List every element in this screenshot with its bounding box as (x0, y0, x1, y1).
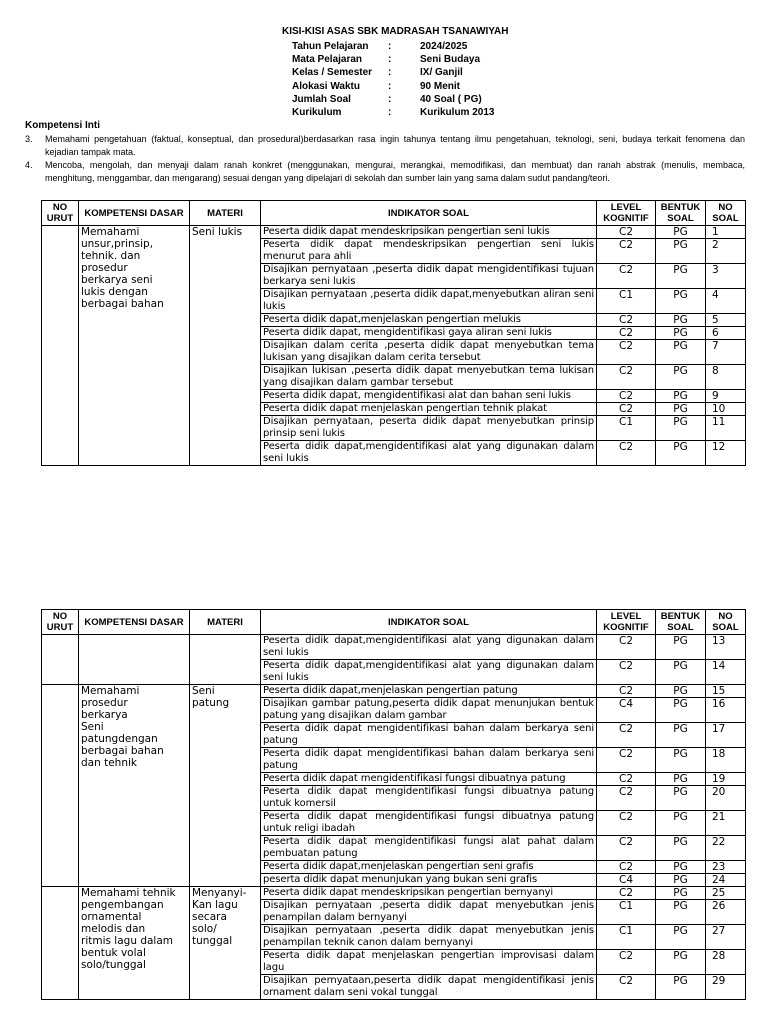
no-soal-cell: 9 (706, 390, 746, 403)
bentuk-soal-cell: PG (656, 861, 706, 874)
level-kognitif-cell: C2 (597, 635, 656, 660)
level-kognitif-cell: C1 (597, 289, 656, 314)
bentuk-soal-cell: PG (656, 723, 706, 748)
kompetensi-dasar-cell: Memahami tehnik pengembangan ornamental melodis dan ritmis lagu dalam bentuk volal solo/tunggal (79, 887, 190, 1000)
level-kognitif-cell: C4 (597, 698, 656, 723)
level-kognitif-cell: C2 (597, 660, 656, 685)
meta-colon: : (388, 54, 392, 66)
indikator-soal-cell: Peserta didik dapat, mengidentifikasi alat dan bahan seni lukis (261, 390, 597, 403)
no-soal-cell: 21 (706, 811, 746, 836)
level-kognitif-cell: C2 (597, 239, 656, 264)
no-urut-cell (42, 685, 79, 887)
level-kognitif-cell: C2 (597, 340, 656, 365)
no-soal-cell: 6 (706, 327, 746, 340)
kompetensi-inti-heading: Kompetensi Inti (25, 120, 101, 131)
kompetensi-dasar-cell: Memahami unsur,prinsip, tehnik. dan prosedur berkarya seni lukis dengan berbagai bahan (79, 226, 190, 466)
table-row (42, 226, 746, 239)
meta-row (292, 53, 494, 66)
header-no-soal: NO SOAL (706, 610, 746, 635)
level-kognitif-cell: C2 (597, 811, 656, 836)
meta-key: Jumlah Soal (292, 93, 351, 105)
bentuk-soal-cell: PG (656, 786, 706, 811)
bentuk-soal-cell: PG (656, 925, 706, 950)
indikator-soal-cell: Peserta didik dapat,menjelaskan pengertian melukis (261, 314, 597, 327)
meta-value: Kurikulum 2013 (420, 106, 495, 118)
materi-cell (190, 635, 261, 685)
indikator-soal-cell: Peserta didik dapat mengidentifikasi bahan dalam berkarya seni patung (261, 748, 597, 773)
meta-value: IX/ Ganjil (420, 67, 463, 79)
level-kognitif-cell: C2 (597, 975, 656, 1000)
indikator-soal-cell: Peserta didik dapat mengidentifikasi fungsi dibuatnya patung untuk religi ibadah (261, 811, 597, 836)
level-kognitif-cell: C1 (597, 925, 656, 950)
level-kognitif-cell: C2 (597, 365, 656, 390)
level-kognitif-cell: C1 (597, 900, 656, 925)
meta-row (292, 106, 494, 119)
bentuk-soal-cell: PG (656, 874, 706, 887)
table-header-row (42, 201, 746, 226)
bentuk-soal-cell: PG (656, 887, 706, 900)
materi-cell: Menyanyi- Kan lagu secara solo/ tunggal (190, 887, 261, 1000)
meta-key: Kurikulum (292, 106, 342, 118)
header-indikator-soal: INDIKATOR SOAL (261, 610, 597, 635)
level-kognitif-cell: C2 (597, 226, 656, 239)
no-soal-cell: 19 (706, 773, 746, 786)
bentuk-soal-cell: PG (656, 836, 706, 861)
no-soal-cell: 10 (706, 403, 746, 416)
indikator-soal-cell: Peserta didik dapat mengidentifikasi fungsi alat pahat dalam pembuatan patung (261, 836, 597, 861)
header-bentuk-soal: BENTUK SOAL (656, 610, 706, 635)
kompetensi-dasar-cell (79, 635, 190, 685)
indikator-soal-cell: peserta didik dapat menunjukan yang bukan seni grafis (261, 874, 597, 887)
meta-row (292, 40, 494, 53)
item-number: 3. (25, 134, 33, 144)
bentuk-soal-cell: PG (656, 403, 706, 416)
indikator-soal-cell: Peserta didik dapat mengidentifikasi fungsi dibuatnya patung (261, 773, 597, 786)
indikator-soal-cell: Peserta didik dapat,menjelaskan pengertian seni grafis (261, 861, 597, 874)
level-kognitif-cell: C2 (597, 950, 656, 975)
level-kognitif-cell: C2 (597, 685, 656, 698)
meta-value: Seni Budaya (420, 54, 481, 66)
exam-meta (292, 40, 494, 119)
indikator-soal-cell: Peserta didik dapat mendeskripsikan pengertian bernyanyi (261, 887, 597, 900)
meta-value: 40 Soal ( PG) (420, 93, 482, 105)
kompetensi-inti-list (25, 133, 745, 185)
bentuk-soal-cell: PG (656, 685, 706, 698)
bentuk-soal-cell: PG (656, 950, 706, 975)
indikator-soal-cell: Peserta didik dapat,mengidentifikasi alat yang digunakan dalam seni lukis (261, 441, 597, 466)
meta-colon: : (388, 67, 392, 79)
no-soal-cell: 5 (706, 314, 746, 327)
no-soal-cell: 4 (706, 289, 746, 314)
no-soal-cell: 2 (706, 239, 746, 264)
bentuk-soal-cell: PG (656, 773, 706, 786)
table-header-row (42, 610, 746, 635)
meta-colon: : (388, 93, 392, 105)
header-indikator-soal: INDIKATOR SOAL (261, 201, 597, 226)
header-materi: MATERI (190, 201, 261, 226)
header-kompetensi-dasar: KOMPETENSI DASAR (79, 610, 190, 635)
indikator-soal-cell: Disajikan pernyataan,peserta didik dapat mengidentifikasi jenis ornament dalam seni vokal tunggal (261, 975, 597, 1000)
document-title: KISI-KISI ASAS SBK MADRASAH TSANAWIYAH (282, 26, 509, 37)
materi-cell: Seni lukis (190, 226, 261, 466)
list-item (25, 159, 745, 184)
kompetensi-dasar-cell: Memahami prosedur berkarya Seni patungdengan berbagai bahan dan tehnik (79, 685, 190, 887)
bentuk-soal-cell: PG (656, 441, 706, 466)
level-kognitif-cell: C2 (597, 723, 656, 748)
indikator-soal-cell: Disajikan pernyataan ,peserta didik dapat menyebutkan jenis penampilan dalam bernyanyi (261, 900, 597, 925)
level-kognitif-cell: C2 (597, 887, 656, 900)
indikator-soal-cell: Peserta didik dapat mengidentifikasi fungsi dibuatnya patung untuk komersil (261, 786, 597, 811)
level-kognitif-cell: C2 (597, 748, 656, 773)
no-soal-cell: 7 (706, 340, 746, 365)
bentuk-soal-cell: PG (656, 340, 706, 365)
meta-value: 2024/2025 (420, 41, 468, 52)
level-kognitif-cell: C1 (597, 416, 656, 441)
indikator-soal-cell: Disajikan pernyataan ,peserta didik dapat mengidentifikasi tujuan berkarya seni lukis (261, 264, 597, 289)
bentuk-soal-cell: PG (656, 748, 706, 773)
list-item (25, 133, 745, 158)
table-row (42, 685, 746, 698)
indikator-soal-cell: Peserta didik dapat,mengidentifikasi alat yang digunakan dalam seni lukis (261, 660, 597, 685)
level-kognitif-cell: C2 (597, 786, 656, 811)
indikator-soal-cell: Peserta didik dapat mendeskripsikan pengertian seni lukis menurut para ahli (261, 239, 597, 264)
no-soal-cell: 18 (706, 748, 746, 773)
bentuk-soal-cell: PG (656, 811, 706, 836)
level-kognitif-cell: C2 (597, 836, 656, 861)
level-kognitif-cell: C2 (597, 861, 656, 874)
header-no-urut: NO URUT (42, 610, 79, 635)
header-level-kognitif: LEVEL KOGNITIF (597, 610, 656, 635)
kisi-kisi-table-2 (41, 609, 746, 1000)
bentuk-soal-cell: PG (656, 975, 706, 1000)
bentuk-soal-cell: PG (656, 239, 706, 264)
indikator-soal-cell: Disajikan pernyataan ,peserta didik dapat menyebutkan jenis penampilan teknik canon dalam bernyanyi (261, 925, 597, 950)
meta-colon: : (388, 106, 392, 118)
no-soal-cell: 23 (706, 861, 746, 874)
meta-value: 90 Menit (420, 80, 461, 92)
header-kompetensi-dasar: KOMPETENSI DASAR (79, 201, 190, 226)
indikator-soal-cell: Disajikan pernyataan, peserta didik dapat menyebutkan prinsip prinsip seni lukis (261, 416, 597, 441)
level-kognitif-cell: C2 (597, 403, 656, 416)
meta-row (292, 80, 494, 93)
no-soal-cell: 22 (706, 836, 746, 861)
materi-cell: Seni patung (190, 685, 261, 887)
meta-key: Mata Pelajaran (292, 54, 363, 66)
meta-colon: : (388, 80, 392, 92)
indikator-soal-cell: Disajikan gambar patung,peserta didik dapat menunjukan bentuk patung yang disajikan dalam gambar (261, 698, 597, 723)
no-soal-cell: 15 (706, 685, 746, 698)
meta-key: Tahun Pelajaran (292, 41, 369, 52)
table-row (42, 635, 746, 660)
indikator-soal-cell: Peserta didik dapat mendeskripsikan pengertian seni lukis (261, 226, 597, 239)
no-urut-cell (42, 226, 79, 466)
bentuk-soal-cell: PG (656, 264, 706, 289)
bentuk-soal-cell: PG (656, 698, 706, 723)
no-soal-cell: 26 (706, 900, 746, 925)
level-kognitif-cell: C2 (597, 264, 656, 289)
meta-row (292, 66, 494, 79)
level-kognitif-cell: C2 (597, 390, 656, 403)
table-row (42, 887, 746, 900)
kisi-kisi-table-1 (41, 200, 746, 466)
level-kognitif-cell: C2 (597, 327, 656, 340)
no-soal-cell: 17 (706, 723, 746, 748)
item-text: Memahami pengetahuan (faktual, konseptual, dan prosedural)berdasarkan rasa ingin tahunya tentang ilmu pengetahuan, teknologi, seni, budaya terkait fenomena dan kejadian tampak mata. (45, 134, 745, 157)
no-soal-cell: 8 (706, 365, 746, 390)
header-level-kognitif: LEVEL KOGNITIF (597, 201, 656, 226)
header-materi: MATERI (190, 610, 261, 635)
indikator-soal-cell: Peserta didik dapat,mengidentifikasi alat yang digunakan dalam seni lukis (261, 635, 597, 660)
indikator-soal-cell: Peserta didik dapat,menjelaskan pengertian patung (261, 685, 597, 698)
indikator-soal-cell: Disajikan dalam cerita ,peserta didik dapat menyebutkan tema lukisan yang disajikan dalam cerita tersebut (261, 340, 597, 365)
level-kognitif-cell: C2 (597, 441, 656, 466)
header-no-soal: NO SOAL (706, 201, 746, 226)
bentuk-soal-cell: PG (656, 289, 706, 314)
no-soal-cell: 20 (706, 786, 746, 811)
no-soal-cell: 13 (706, 635, 746, 660)
indikator-soal-cell: Peserta didik dapat mengidentifikasi bahan dalam berkarya seni patung (261, 723, 597, 748)
level-kognitif-cell: C2 (597, 314, 656, 327)
no-urut-cell (42, 635, 79, 685)
bentuk-soal-cell: PG (656, 635, 706, 660)
header-bentuk-soal: BENTUK SOAL (656, 201, 706, 226)
item-number: 4. (25, 160, 33, 170)
no-soal-cell: 3 (706, 264, 746, 289)
no-soal-cell: 28 (706, 950, 746, 975)
bentuk-soal-cell: PG (656, 327, 706, 340)
no-soal-cell: 11 (706, 416, 746, 441)
bentuk-soal-cell: PG (656, 660, 706, 685)
indikator-soal-cell: Disajikan lukisan ,peserta didik dapat menyebutkan tema lukisan yang disajikan dalam gambar tersebut (261, 365, 597, 390)
indikator-soal-cell: Disajikan pernyataan ,peserta didik dapat,menyebutkan aliran seni lukis (261, 289, 597, 314)
no-soal-cell: 29 (706, 975, 746, 1000)
no-soal-cell: 24 (706, 874, 746, 887)
no-soal-cell: 12 (706, 441, 746, 466)
meta-colon: : (388, 41, 392, 52)
meta-key: Kelas / Semester (292, 67, 373, 79)
header-no-urut: NO URUT (42, 201, 79, 226)
no-soal-cell: 27 (706, 925, 746, 950)
no-urut-cell (42, 887, 79, 1000)
indikator-soal-cell: Peserta didik dapat, mengidentifikasi gaya aliran seni lukis (261, 327, 597, 340)
bentuk-soal-cell: PG (656, 226, 706, 239)
meta-key: Alokasi Waktu (292, 80, 360, 92)
level-kognitif-cell: C4 (597, 874, 656, 887)
bentuk-soal-cell: PG (656, 314, 706, 327)
meta-row (292, 93, 494, 106)
no-soal-cell: 16 (706, 698, 746, 723)
no-soal-cell: 25 (706, 887, 746, 900)
indikator-soal-cell: Peserta didik dapat menjelaskan pengertian tehnik plakat (261, 403, 597, 416)
level-kognitif-cell: C2 (597, 773, 656, 786)
no-soal-cell: 14 (706, 660, 746, 685)
bentuk-soal-cell: PG (656, 416, 706, 441)
item-text: Mencoba, mengolah, dan menyaji dalam ranah konkret (menggunakan, mengurai, merangkai, memodifikasi, dan membuat) dan ranah abstrak (menulis, membaca, menghitung, menggambar, dan mengarang) sesuai dengan yang dipelajari di sekolah dan sumber lain yang sama dalam sudut pandang/teori. (45, 160, 745, 183)
indikator-soal-cell: Peserta didik dapat menjelaskan pengertian improvisasi dalam lagu (261, 950, 597, 975)
bentuk-soal-cell: PG (656, 390, 706, 403)
bentuk-soal-cell: PG (656, 900, 706, 925)
no-soal-cell: 1 (706, 226, 746, 239)
bentuk-soal-cell: PG (656, 365, 706, 390)
